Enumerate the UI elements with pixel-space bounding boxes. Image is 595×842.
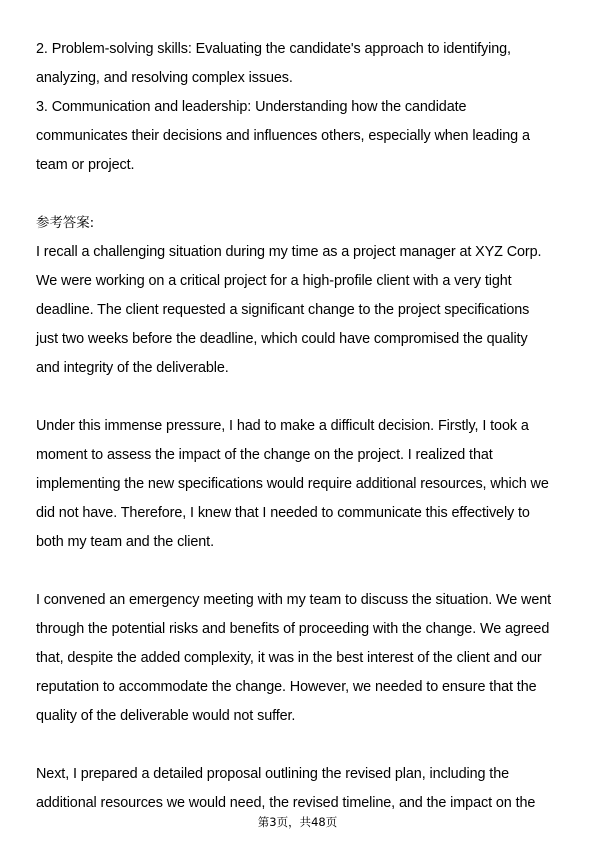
text-line: I convened an emergency meeting with my team to discuss the situation. We went	[36, 592, 552, 608]
text-line: team or project.	[36, 157, 135, 173]
paragraph-spacer	[36, 557, 576, 586]
text-line: just two weeks before the deadline, which could have compromised the quality	[36, 331, 528, 347]
paragraph-spacer	[36, 731, 576, 760]
text-line: communicates their decisions and influences others, especially when leading a	[36, 128, 530, 144]
text-line: and integrity of the deliverable.	[36, 360, 229, 376]
text-line: Under this immense pressure, I had to make a difficult decision. Firstly, I took a	[36, 418, 529, 434]
paragraph-spacer	[36, 180, 576, 209]
text-line: deadline. The client requested a significant change to the project specifications	[36, 302, 530, 318]
answer-paragraph-4	[36, 760, 576, 818]
answer-paragraph-2	[36, 412, 576, 557]
text-line: reputation to accommodate the change. However, we needed to ensure that the	[36, 679, 537, 695]
page-number-footer: 第3页，共48页	[257, 815, 338, 829]
text-line: moment to assess the impact of the change on the project. I realized that	[36, 447, 493, 463]
page-content	[36, 35, 576, 818]
criterion-communication-leadership	[36, 93, 576, 180]
answer-heading: 参考答案:	[36, 215, 95, 231]
text-line: Next, I prepared a detailed proposal outlining the revised plan, including the	[36, 766, 510, 782]
text-line: I recall a challenging situation during my time as a project manager at XYZ Corp.	[36, 244, 542, 260]
text-line: both my team and the client.	[36, 534, 214, 550]
text-line: analyzing, and resolving complex issues.	[36, 70, 293, 86]
text-line: additional resources we would need, the revised timeline, and the impact on the	[36, 795, 536, 811]
answer-paragraph-3	[36, 586, 576, 731]
text-line: We were working on a critical project for a high-profile client with a very tight	[36, 273, 512, 289]
text-line: through the potential risks and benefits of proceeding with the change. We agreed	[36, 621, 550, 637]
text-line: 3. Communication and leadership: Understanding how the candidate	[36, 99, 467, 115]
paragraph-spacer	[36, 383, 576, 412]
text-line: implementing the new specifications would require additional resources, which we	[36, 476, 549, 492]
criterion-problem-solving	[36, 35, 576, 93]
text-line: 2. Problem-solving skills: Evaluating the candidate's approach to identifying,	[36, 41, 511, 57]
text-line: quality of the deliverable would not suffer.	[36, 708, 296, 724]
answer-paragraph-1	[36, 238, 576, 383]
text-line: did not have. Therefore, I knew that I needed to communicate this effectively to	[36, 505, 530, 521]
text-line: that, despite the added complexity, it was in the best interest of the client and our	[36, 650, 542, 666]
